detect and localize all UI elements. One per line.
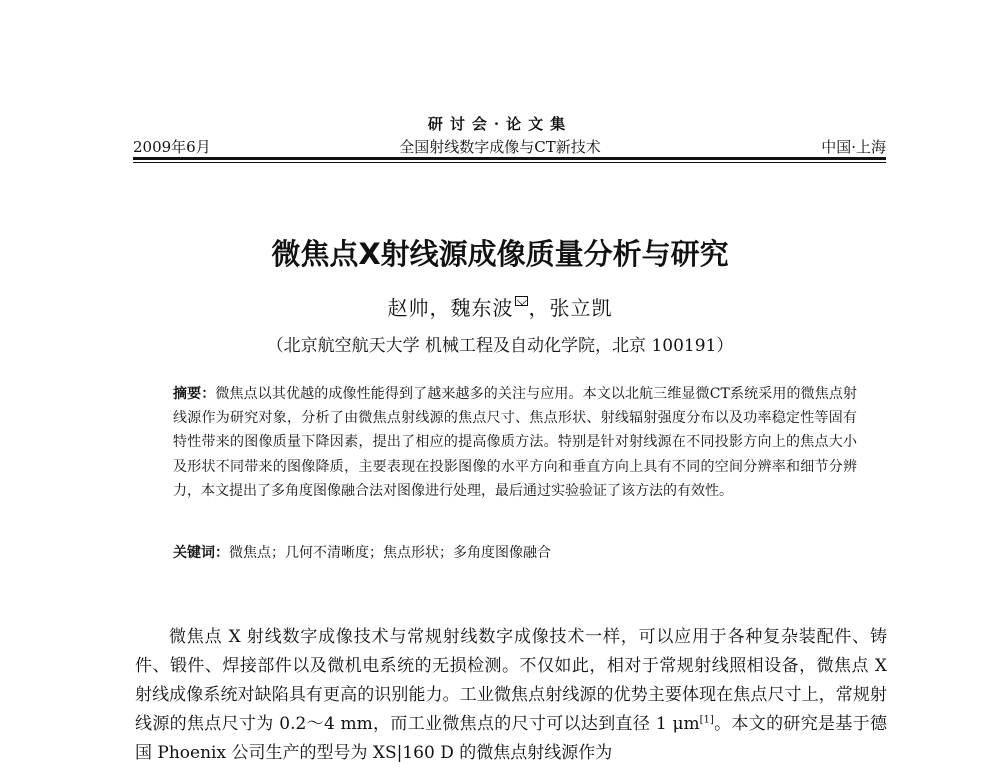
header-rule-thick: [133, 157, 886, 160]
header-location: 中国·上海: [821, 138, 886, 156]
body-paragraph: [135, 623, 887, 768]
body-text: [135, 623, 887, 768]
author-1: 赵帅，: [387, 296, 451, 320]
paper-title: 微焦点X射线源成像质量分析与研究: [271, 237, 729, 271]
abstract: [173, 382, 857, 503]
header-rule-thin: [133, 162, 886, 163]
header-date: 2009年6月: [133, 138, 211, 156]
abstract-label: 摘要：: [173, 386, 216, 402]
keywords: [173, 542, 857, 562]
header-series: 研讨会·论文集: [427, 115, 573, 133]
header-conference: 全国射线数字成像与CT新技术: [399, 138, 601, 156]
affiliation: （北京航空航天大学 机械工程及自动化学院，北京 100191）: [266, 336, 734, 356]
author-3: ，张立凯: [528, 296, 613, 320]
author-list: [0, 292, 1000, 321]
envelope-icon: [515, 296, 528, 306]
author-2: 魏东波: [450, 296, 514, 320]
body-paragraph-text-cont: 。本文的研究是基于德国 Phoenix 公司生产的型号为 XS|160 D 的微焦点射线源作为: [135, 714, 887, 763]
keywords-text: 微焦点；几何不清晰度；焦点形状；多角度图像融合: [229, 545, 551, 561]
abstract-text: 微焦点以其优越的成像性能得到了越来越多的关注与应用。本文以北航三维显微CT系统采用的微焦点射线源作为研究对象，分析了由微焦点射线源的焦点尺寸、焦点形状、射线辐射强度分布以及功率稳定性等固有特性带来的图像质量下降因素，提出了相应的提高像质方法。特别是针对射线源在不同投影方向上的焦点大小及形状不同带来的图像降质，主要表现在投影图像的水平方向和垂直方向上具有不同的空间分辨率和细节分辨力，本文提出了多角度图像融合法对图像进行处理，最后通过实验验证了该方法的有效性。: [173, 386, 857, 499]
keywords-label: 关键词：: [173, 545, 229, 561]
body-paragraph-text: 微焦点 X 射线数字成像技术与常规射线数字成像技术一样，可以应用于各种复杂装配件、铸件、锻件、焊接部件以及微机电系统的无损检测。不仅如此，相对于常规射线照相设备，微焦点 X 射线成像系统对缺陷具有更高的识别能力。工业微焦点射线源的优势主要体现在焦点尺寸上，常规射线源的焦点尺寸为 0.2～4 mm，而工业微焦点的尺寸可以达到直径 1 μm: [135, 627, 887, 734]
citation-ref-1[interactable]: [1]: [699, 714, 714, 726]
